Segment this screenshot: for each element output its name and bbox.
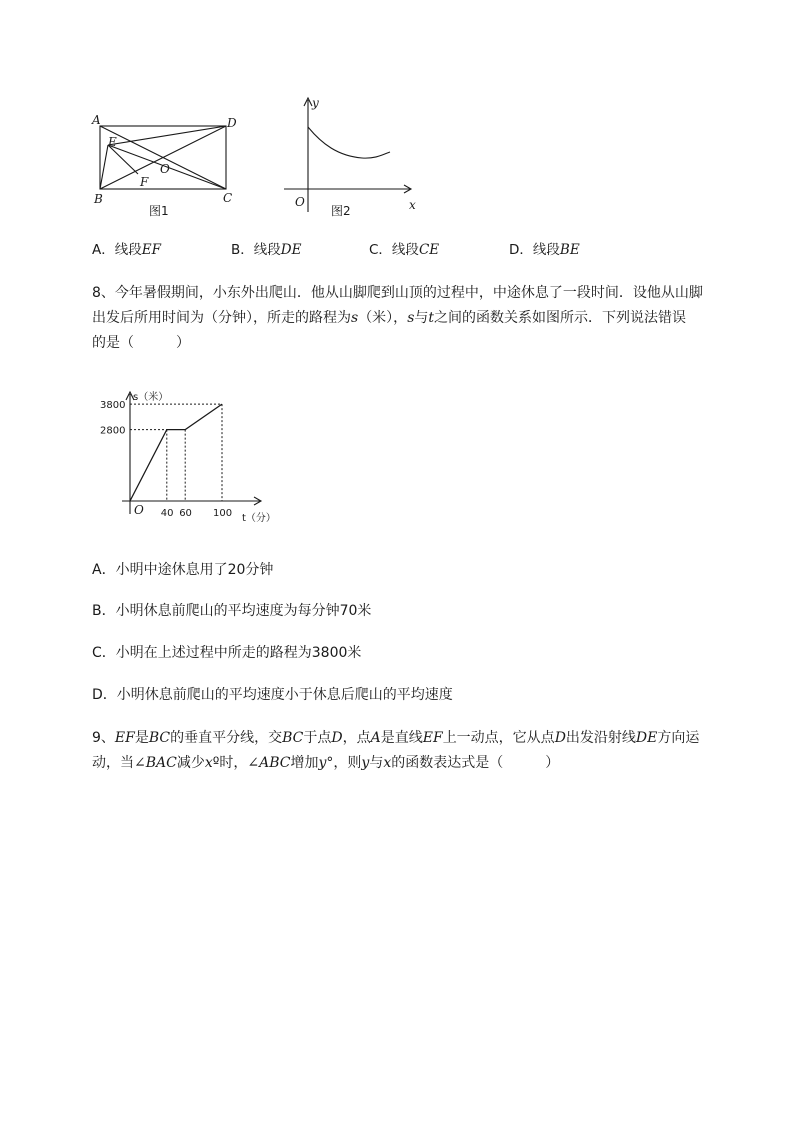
q7-option-c (369, 241, 439, 259)
text: 的垂直平分线，交 (170, 730, 283, 746)
x-tick-label: 60 (179, 508, 192, 519)
y-tick-label: 3800 (100, 400, 126, 412)
label-b: B (94, 192, 103, 206)
q9-line-1 (92, 729, 699, 747)
text: 与 (369, 755, 384, 771)
option-prefix: B．线段 (231, 242, 281, 258)
label-f: F (140, 175, 149, 189)
x-tick-label: 100 (213, 508, 233, 519)
label-d: D (227, 116, 237, 130)
label-e: E (108, 135, 117, 149)
segment-ed (108, 126, 226, 145)
var: ∠BAC (134, 755, 177, 771)
var: EF (422, 730, 443, 746)
var-t: t (428, 310, 435, 326)
curve (308, 127, 390, 158)
figure-2-caption: 图2 (331, 204, 351, 218)
text: ，点 (342, 730, 371, 746)
origin-label: O (295, 195, 305, 209)
var: y (318, 755, 327, 771)
q8-line-3: 的是（ ） (92, 335, 190, 351)
text: ° (326, 755, 334, 771)
q9-line-2 (92, 754, 559, 772)
y-axis-label: s（米） (133, 392, 169, 403)
text: 增加 (290, 755, 319, 771)
text: （米）， (358, 310, 408, 326)
option-var: BE (559, 242, 580, 258)
text: 出发后所用时间为（分钟），所走的路程为 (92, 310, 351, 326)
text: 动，当 (92, 755, 134, 771)
label-o: O (160, 162, 170, 176)
var-s: s (407, 310, 415, 326)
q7-option-d (509, 241, 580, 259)
figure-1-caption: 图1 (149, 204, 169, 218)
text: º (212, 755, 220, 771)
text: 出发沿射线 (565, 730, 636, 746)
q8-option-d: D．小明休息前爬山的平均速度小于休息后爬山的平均速度 (92, 687, 453, 703)
y-tick-label: 2800 (100, 425, 126, 437)
text: 是 (134, 730, 149, 746)
var: x (383, 755, 392, 771)
var: D (554, 730, 566, 746)
option-prefix: A．线段 (92, 242, 142, 258)
text: 是直线 (380, 730, 423, 746)
text: 之间的函数关系如图所示．下列说法错误 (434, 310, 687, 326)
text: ，则 (333, 755, 362, 771)
var: EF (114, 730, 135, 746)
figure-2 (280, 94, 420, 222)
segment-ef (108, 145, 138, 174)
axis-y-label: y (312, 96, 319, 110)
x-tick-label: 40 (160, 508, 174, 519)
q8-option-b: B．小明休息前爬山的平均速度为每分钟70米 (92, 603, 372, 619)
text: 上一动点，它从点 (442, 730, 555, 746)
var: BC (148, 730, 171, 746)
option-var: CE (418, 242, 440, 258)
var-s: s (351, 310, 359, 326)
text: 减少 (176, 755, 205, 771)
text: 方向运 (657, 730, 700, 746)
segment-eb (100, 145, 108, 189)
q8-option-a: A．小明中途休息用了20分钟 (92, 562, 274, 578)
text: 的函数表达式是（ ） (391, 755, 560, 771)
text: 与 (414, 310, 429, 326)
var: BC (282, 730, 304, 746)
q7-option-a (92, 241, 161, 259)
q8-line-1: 8、今年暑假期间，小东外出爬山．他从山脚爬到山顶的过程中，中途休息了一段时间．设他从山脚 (92, 285, 703, 301)
text: 9、 (92, 730, 115, 746)
label-c: C (223, 191, 233, 205)
option-prefix: C．线段 (369, 242, 419, 258)
text: 时， (219, 755, 248, 771)
option-var: EF (141, 242, 161, 258)
option-var: DE (280, 242, 302, 258)
q8-option-c: C．小明在上述过程中所走的路程为3800米 (92, 645, 362, 661)
text: 于点 (303, 730, 332, 746)
var: A (370, 730, 381, 746)
figure-1 (88, 110, 248, 222)
x-axis-label: t（分） (242, 513, 276, 524)
var: DE (635, 730, 658, 746)
option-prefix: D．线段 (509, 242, 560, 258)
var: x (204, 755, 213, 771)
distance-time-chart (90, 386, 290, 528)
var: D (331, 730, 343, 746)
q8-line-2 (92, 309, 686, 327)
axis-x-label: x (409, 198, 416, 212)
var: y (361, 755, 370, 771)
origin-label: O (134, 503, 144, 517)
q7-option-b (231, 241, 301, 259)
series-line (130, 404, 222, 501)
var: ∠ABC (247, 755, 291, 771)
label-a: A (92, 113, 101, 127)
